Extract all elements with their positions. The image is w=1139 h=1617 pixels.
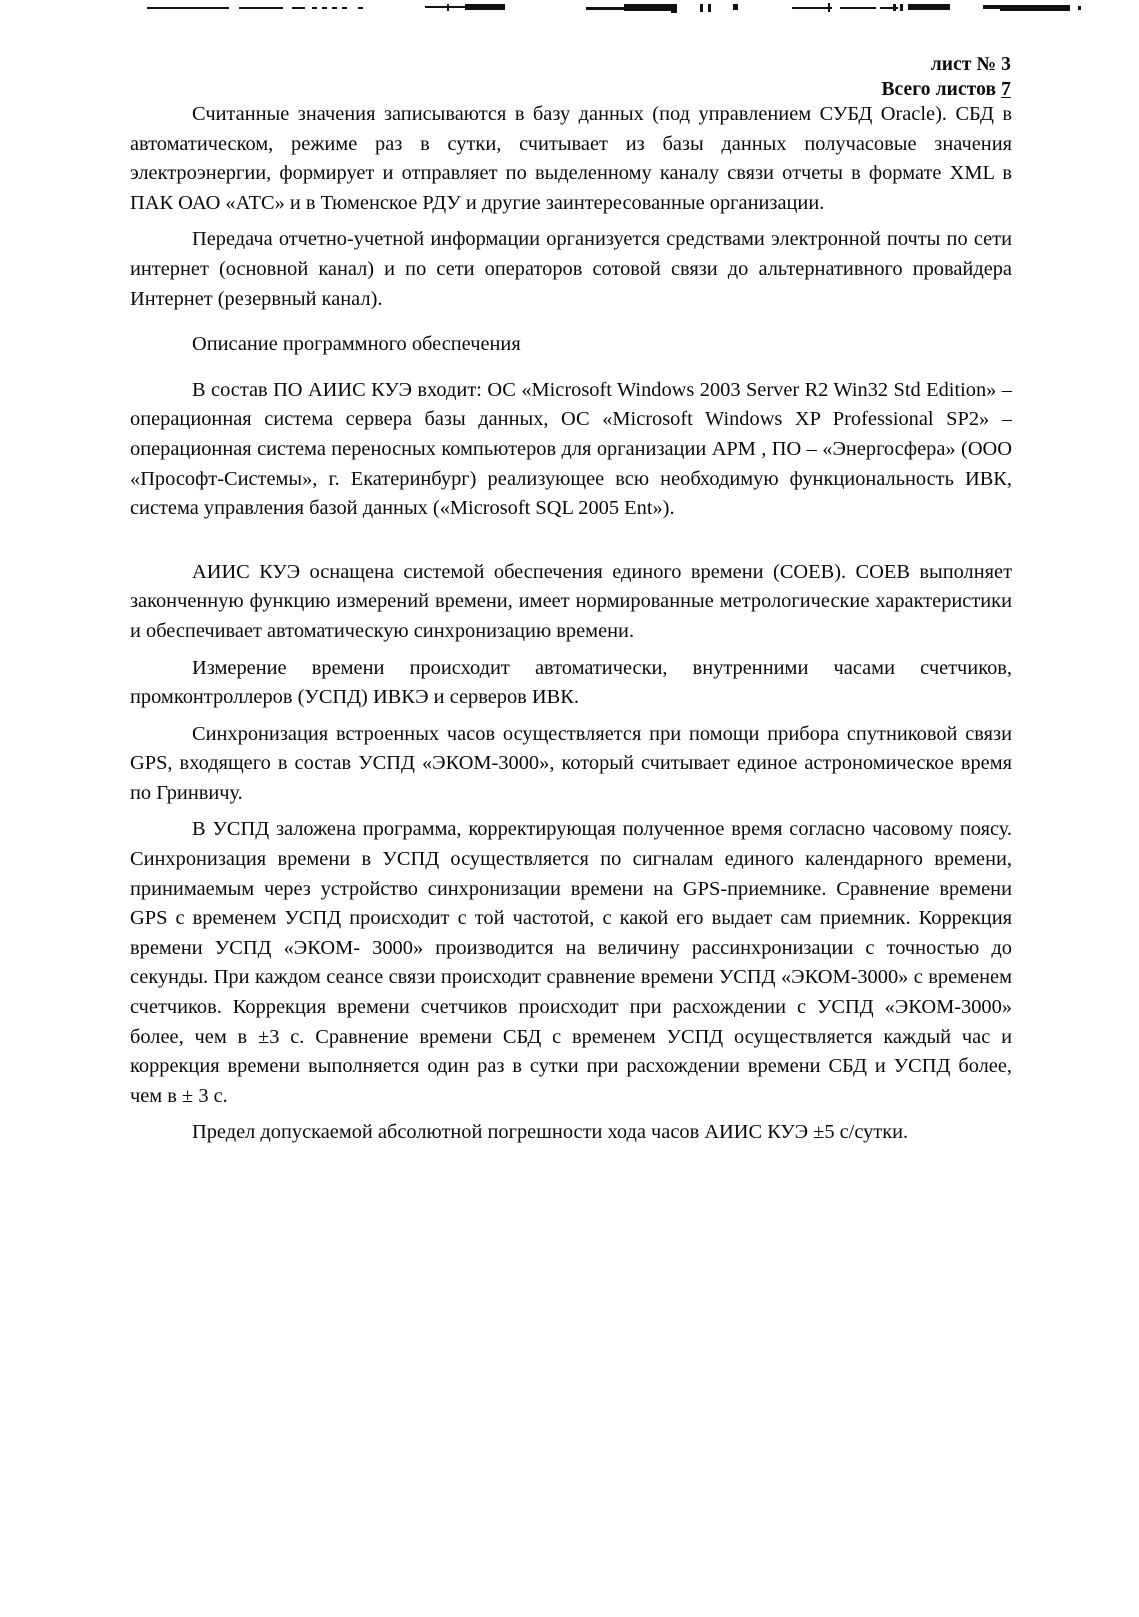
- sheet-number: лист № 3: [930, 54, 1011, 75]
- scan-artifact-mark: [358, 7, 363, 9]
- scan-artifact-mark: [671, 4, 677, 13]
- document-body: [130, 100, 1012, 1148]
- sheet-header: [881, 52, 1011, 102]
- scan-artifact-mark: [792, 7, 832, 9]
- paragraph-reporting-transmission: Передача отчетно-учетной информации организуется средствами электронной почты по сети интернет (основной канал) и по сети операторов сотовой связи до альтернативного провайдера Интернет (резервный канал).: [130, 228, 1012, 310]
- scan-artifact-mark: [342, 7, 347, 9]
- scan-artifact-mark: [893, 4, 896, 11]
- scan-artifact-mark: [840, 7, 876, 9]
- total-sheets-label: Всего листов: [881, 79, 997, 100]
- scan-artifact-mark: [733, 4, 738, 10]
- paragraph-software-composition: В состав ПО АИИС КУЭ входит: ОС «Microsoft Windows 2003 Server R2 Win32 Std Edition» – операционная система сервера базы данных, ОС «Microsoft Windows XP Professional SP2» – операционная система переносных компьютеров для организации АРМ , ПО – «Энергосфера» (ООО «Прософт-Системы», г. Екатеринбург) реализующее всю необходимую функциональность ИВК, система управления базой данных («Microsoft SQL 2005 Ent»).: [130, 378, 1012, 520]
- scan-artifact-mark: [147, 7, 229, 9]
- paragraph-oracle-database: Считанные значения записываются в базу данных (под управлением СУБД Oracle). СБД в автоматическом, режиме раз в сутки, считывает из базы данных получасовые значения электроэнергии, формирует и отправляет по выделенному каналу связи отчеты в формате XML в ПАК ОАО «АТС» и в Тюменское РДУ и другие заинтересованные организации.: [130, 103, 1012, 214]
- scan-artifact-mark: [828, 3, 830, 12]
- total-sheets: [881, 77, 1011, 102]
- paragraph-gps-synchronization: Синхронизация встроенных часов осуществляется при помощи прибора спутниковой связи GPS, входящего в состав УСПД «ЭКОМ-3000», который считывает единое астрономическое время по Гринвичу.: [130, 722, 1012, 804]
- paragraph-spacer: [130, 314, 1012, 330]
- paragraph-spacer: [130, 713, 1012, 720]
- scan-artifact-mark: [465, 4, 505, 10]
- paragraph-clock-accuracy-limit: Предел допускаемой абсолютной погрешности хода часов АИИС КУЭ ±5 с/сутки.: [192, 1121, 909, 1144]
- scan-artifact-mark: [332, 7, 337, 9]
- scan-artifact-mark: [425, 6, 465, 8]
- scan-artifact-mark: [700, 4, 703, 12]
- scan-artifact-mark: [900, 4, 903, 11]
- scan-artifact-mark: [312, 7, 317, 9]
- scan-artifact-mark: [1000, 5, 1070, 11]
- total-sheets-value: 7: [1001, 79, 1011, 100]
- scan-artifact-mark: [1078, 6, 1081, 10]
- scan-artifact-mark: [908, 4, 950, 10]
- paragraph-spacer: [130, 808, 1012, 815]
- paragraph-coev-overview: АИИС КУЭ оснащена системой обеспечения единого времени (СОЕВ). СОЕВ выполняет законченную функцию измерений времени, имеет нормированные метрологические характеристики и обеспечивает автоматическую синхронизацию времени.: [130, 560, 1012, 642]
- paragraph-spacer: [130, 524, 1012, 558]
- paragraph-spacer: [130, 360, 1012, 376]
- paragraph-spacer: [130, 647, 1012, 654]
- scan-artifact-mark: [239, 7, 283, 9]
- scan-artifact-band: [0, 0, 1139, 22]
- scan-artifact-mark: [447, 4, 449, 11]
- scan-artifact-mark: [624, 4, 674, 11]
- paragraph-time-measurement: Измерение времени происходит автоматически, внутренними часами счетчиков, промконтроллеров (УСПД) ИВКЭ и серверов ИВК.: [130, 656, 1012, 709]
- heading-software-description: Описание программного обеспечения: [192, 333, 521, 356]
- scan-artifact-mark: [292, 7, 305, 9]
- scan-artifact-mark: [708, 4, 711, 12]
- paragraph-spacer: [130, 1111, 1012, 1118]
- paragraph-uspd-correction: В УСПД заложена программа, корректирующая полученное время согласно часовому поясу. Синхронизация времени в УСПД осуществляется по сигналам единого календарного времени, принимаемым через устройство синхронизации времени на GPS-приемнике. Сравнение времени GPS с временем УСПД происходит с той частотой, с какой его выдает сам приемник. Коррекция времени УСПД «ЭКОМ- 3000» производится на величину рассинхронизации с точностью до секунды. При каждом сеансе связи происходит сравнение времени УСПД «ЭКОМ-3000» с временем счетчиков. Коррекция времени счетчиков происходит при расхождении с УСПД «ЭКОМ-3000» более, чем в ±3 с. Сравнение времени СБД с временем УСПД осуществляется каждый час и коррекция времени выполняется один раз в сутки при расхождении времени СБД и УСПД более, чем в ± 3 с.: [130, 818, 1012, 1107]
- scan-artifact-mark: [586, 7, 624, 10]
- paragraph-spacer: [130, 218, 1012, 225]
- scan-artifact-mark: [322, 7, 327, 9]
